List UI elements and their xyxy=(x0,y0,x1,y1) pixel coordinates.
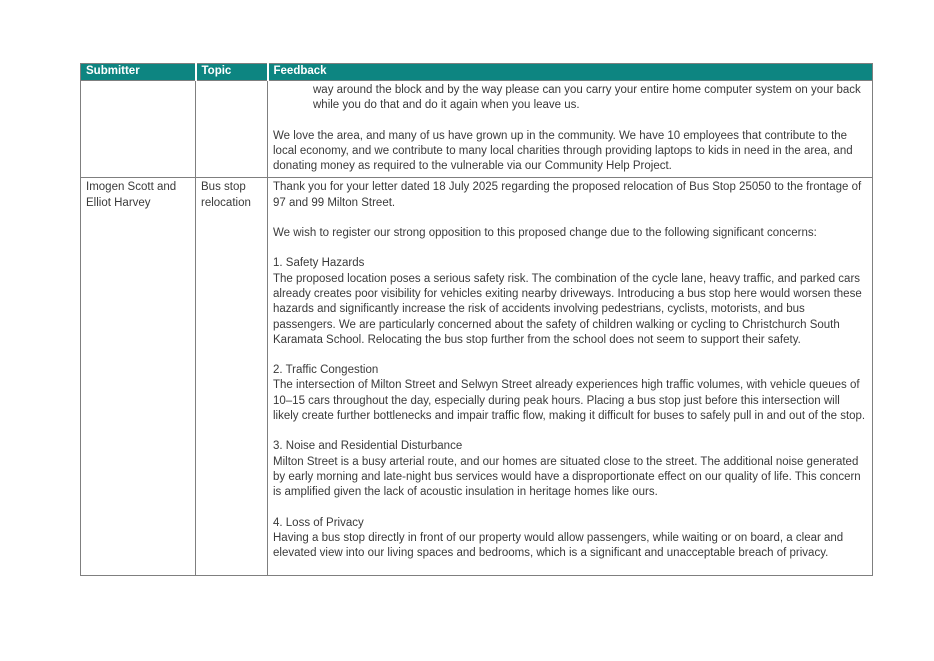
column-header-topic: Topic xyxy=(196,64,268,81)
submitter-cell: Imogen Scott and Elliot Harvey xyxy=(81,178,196,576)
topic-cell: Bus stop relocation xyxy=(196,178,268,576)
feedback-paragraph: Thank you for your letter dated 18 July 2025 regarding the proposed relocation of Bus Stop 25050 to the frontage of 97 and 99 Milton Street. xyxy=(273,181,862,209)
feedback-paragraph: Having a bus stop directly in front of our property would allow passengers, while waiting or on board, a clear and elevated view into our living spaces and bedrooms, which is a significant and unacceptable breach of privacy. xyxy=(273,531,844,560)
column-header-feedback: Feedback xyxy=(268,64,873,81)
feedback-paragraph: The proposed location poses a serious safety risk. The combination of the cycle lane, heavy traffic, and parked cars already creates poor visibility for vehicles exiting nearby driveways. Introducing a bus stop here would worsen these hazards and significantly increase the risk of accidents involving pedestrians, cyclists, motorists, and bus passengers. We are particularly concerned about the safety of children walking or cycling to Christchurch South Karamata School. Relocating the bus stop further from the school does not seem to support their safety. xyxy=(273,272,862,346)
feedback-paragraph: We love the area, and many of us have grown up in the community. We have 10 employees that contribute to the local economy, and we contribute to many local charities through providing laptops to kids in need in the area, and donating money as required to the vulnerable via our Community Help Project. xyxy=(273,129,853,173)
feedback-section-heading: 2. Traffic Congestion xyxy=(273,364,379,377)
feedback-section-heading: 3. Noise and Residential Disturbance xyxy=(273,440,463,453)
table-row xyxy=(81,178,873,576)
feedback-section-heading: 4. Loss of Privacy xyxy=(273,516,364,529)
column-header-submitter: Submitter xyxy=(81,64,196,81)
feedback-paragraph: Milton Street is a busy arterial route, and our homes are situated close to the street. The additional noise generated by early morning and late-night bus services would have a disproportionate effect on our quality of life. This concern is amplified given the lack of acoustic insulation in heritage homes like ours. xyxy=(273,455,861,499)
feedback-cell xyxy=(268,178,873,576)
feedback-table xyxy=(80,63,873,576)
feedback-paragraph: way around the block and by the way please can you carry your entire home computer system on your back while you do that and do it again when you leave us. xyxy=(313,84,861,112)
feedback-paragraph: The intersection of Milton Street and Selwyn Street already experiences high traffic volumes, with vehicle queues of 10–15 cars throughout the day, especially during peak hours. Placing a bus stop just before this intersection will likely create further bottlenecks and impair traffic flow, making it difficult for buses to safely pull in and out of the stop. xyxy=(273,379,866,423)
table-row xyxy=(81,81,873,178)
topic-cell xyxy=(196,81,268,178)
submitter-cell xyxy=(81,81,196,178)
table-header-row xyxy=(81,64,873,81)
feedback-cell xyxy=(268,81,873,178)
feedback-section-heading: 1. Safety Hazards xyxy=(273,257,365,270)
feedback-paragraph: We wish to register our strong opposition to this proposed change due to the following significant concerns: xyxy=(273,227,817,240)
